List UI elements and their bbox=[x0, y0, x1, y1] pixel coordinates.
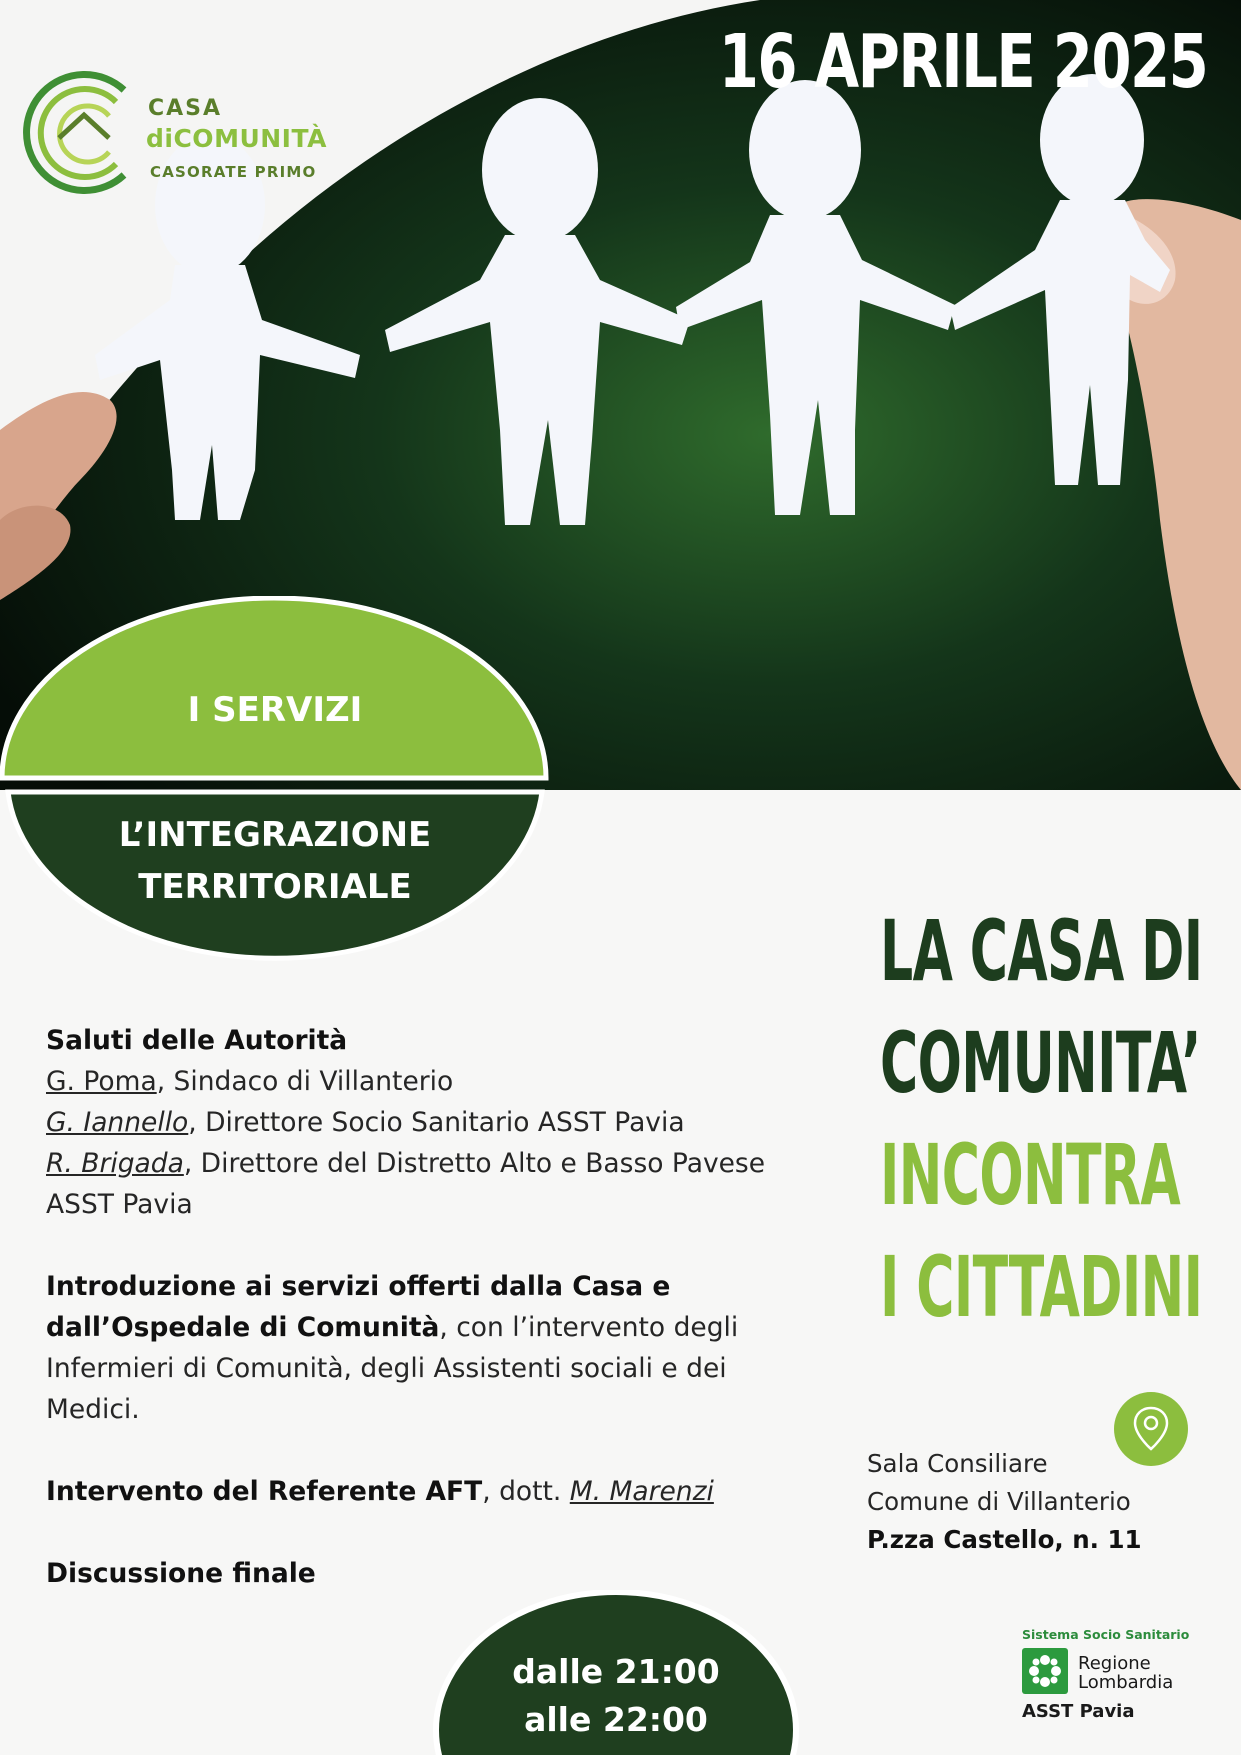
referent-bold: Intervento del Referente AFT bbox=[46, 1476, 483, 1507]
time-badge bbox=[430, 1590, 802, 1755]
sponsor-region bbox=[1078, 1654, 1173, 1692]
sponsor-asst: ASST Pavia bbox=[1022, 1701, 1135, 1722]
speaker-role: , Direttore del Distretto Alto e Basso Pavese ASST Pavia bbox=[46, 1148, 766, 1220]
badge-line-1: L’INTEGRAZIONE bbox=[118, 815, 432, 855]
rosa-camuna-icon bbox=[1022, 1648, 1068, 1694]
badge-title-integration bbox=[0, 792, 550, 976]
logo-line-2: diCOMUNITÀ bbox=[146, 124, 327, 153]
agenda-greetings bbox=[46, 1020, 806, 1225]
logo-mark-icon bbox=[14, 60, 154, 200]
event-date: 16 APRILE 2025 bbox=[718, 19, 1207, 105]
headline-line-2: COMUNITA’ bbox=[880, 1014, 1201, 1112]
intro-text: , con l’intervento degli Infermieri di Comunità, degli Assistenti sociali e dei Medici. bbox=[46, 1312, 739, 1425]
venue-line-1: Sala Consiliare bbox=[867, 1449, 1048, 1478]
agenda-introduction bbox=[46, 1266, 806, 1430]
headline bbox=[880, 895, 1220, 1343]
regione-lombardia-logo bbox=[1022, 1627, 1202, 1727]
logo-line-1: CASA bbox=[148, 96, 223, 121]
referent-text: , dott. bbox=[482, 1476, 570, 1507]
headline-line-1: LA CASA DI bbox=[880, 902, 1203, 1000]
speaker-name: R. Brigada bbox=[46, 1148, 184, 1179]
venue-line-2: Comune di Villanterio bbox=[867, 1487, 1131, 1516]
agenda-closing bbox=[46, 1553, 806, 1594]
speaker-name: G. Iannello bbox=[46, 1107, 189, 1138]
intro-bold: Introduzione ai servizi offerti dalla Casa e dall’Ospedale di Comunità bbox=[46, 1271, 671, 1343]
sponsor-top: Sistema Socio Sanitario bbox=[1022, 1627, 1190, 1642]
referent-name: M. Marenzi bbox=[569, 1476, 714, 1507]
sponsor-region-line-2: Lombardia bbox=[1078, 1672, 1174, 1693]
closing-text: Discussione finale bbox=[46, 1558, 316, 1589]
venue bbox=[867, 1445, 1142, 1559]
speaker-name: G. Poma bbox=[46, 1066, 157, 1097]
time-to: alle 22:00 bbox=[524, 1700, 708, 1739]
badge-line-2: TERRITORIALE bbox=[138, 867, 412, 907]
venue-address: P.zza Castello, n. 11 bbox=[867, 1525, 1142, 1554]
headline-line-3: INCONTRA bbox=[880, 1126, 1181, 1224]
headline-line-4: I CITTADINI bbox=[880, 1238, 1203, 1336]
topic-badge bbox=[0, 596, 550, 976]
badge-title-services: I SERVIZI bbox=[187, 690, 363, 730]
logo-line-3: CASORATE PRIMO bbox=[150, 163, 317, 181]
agenda-referent bbox=[46, 1471, 806, 1512]
sponsor-region-line-1: Regione bbox=[1078, 1653, 1151, 1674]
time-text bbox=[430, 1590, 802, 1744]
greetings-title: Saluti delle Autorità bbox=[46, 1025, 348, 1056]
speaker-role: , Sindaco di Villanterio bbox=[156, 1066, 454, 1097]
agenda bbox=[46, 1020, 806, 1635]
speaker-role: , Direttore Socio Sanitario ASST Pavia bbox=[188, 1107, 685, 1138]
time-from: dalle 21:00 bbox=[512, 1652, 720, 1691]
